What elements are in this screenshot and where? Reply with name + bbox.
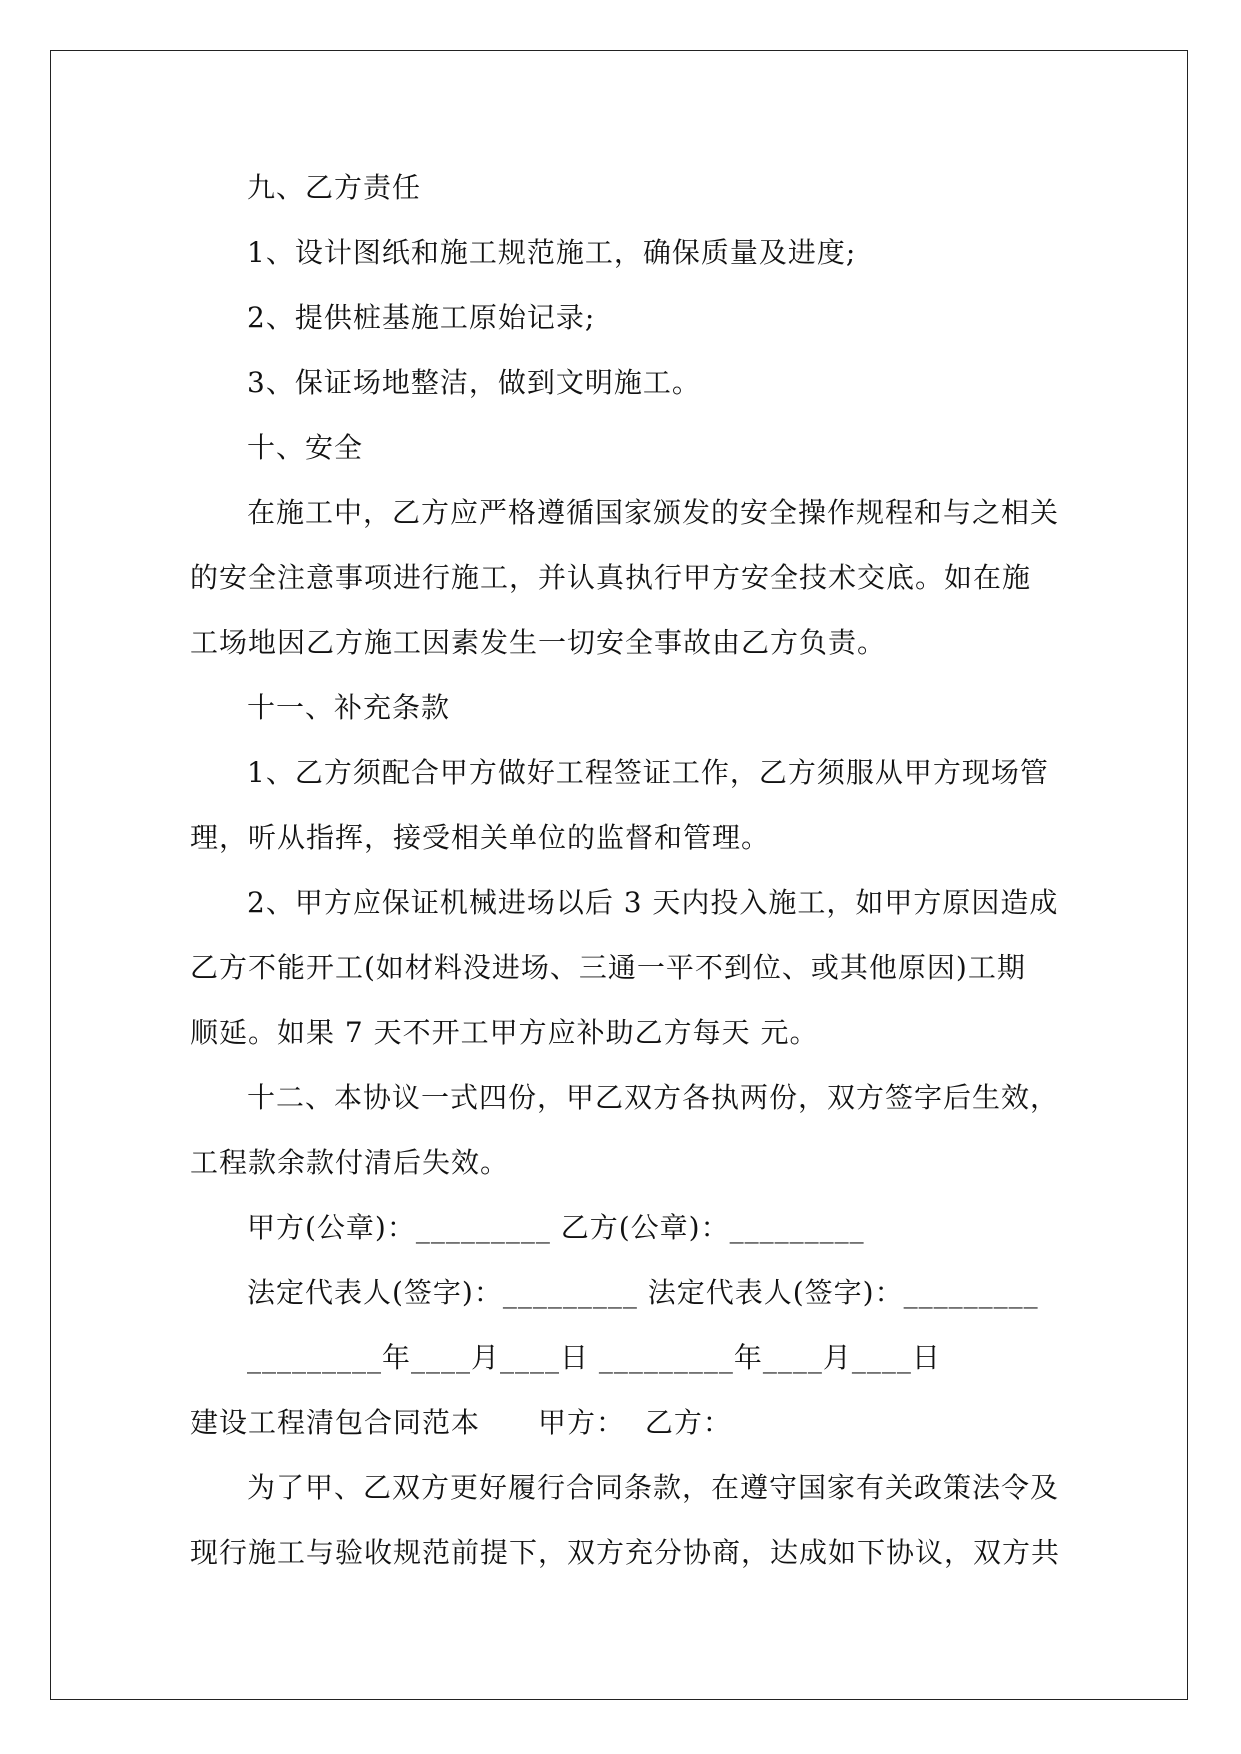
paragraph-line: 为了甲、乙双方更好履行合同条款，在遵守国家有关政策法令及 [247, 1471, 1060, 1504]
paragraph-line: 2、提供桩基施工原始记录; [247, 301, 596, 334]
document-body [190, 155, 1070, 1585]
paragraph-line: 在施工中，乙方应严格遵循国家颁发的安全操作规程和与之相关 [247, 496, 1060, 529]
paragraph-line: 十二、本协议一式四份，甲乙双方各执两份，双方签字后生效， [247, 1081, 1060, 1114]
paragraph-line: 工场地因乙方施工因素发生一切安全事故由乙方负责。 [190, 626, 887, 659]
signature-seal-line: 甲方(公章)：_________ 乙方(公章)：_________ [247, 1211, 865, 1244]
paragraph-line: 现行施工与验收规范前提下，双方充分协商，达成如下协议，双方共 [190, 1536, 1061, 1569]
paragraph-line: 的安全注意事项进行施工，并认真执行甲方安全技术交底。如在施 [190, 561, 1032, 594]
party-a-label: 甲方： [538, 1406, 626, 1439]
paragraph-line: 顺延。如果 7 天不开工甲方应补助乙方每天 元。 [190, 1016, 819, 1049]
signature-representative-line: 法定代表人(签字)：_________ 法定代表人(签字)：_________ [247, 1276, 1039, 1309]
section-heading-safety: 十、安全 [247, 431, 364, 464]
contract-title: 建设工程清包合同范本 [190, 1406, 481, 1439]
paragraph-line: 工程款余款付清后失效。 [190, 1146, 510, 1179]
paragraph-line: 2、甲方应保证机械进场以后 3 天内投入施工，如甲方原因造成 [247, 886, 1059, 919]
contract-title-line [190, 1390, 1070, 1455]
section-heading-supplementary-terms: 十一、补充条款 [247, 691, 451, 724]
signature-date-line: _________年____月____日 _________年____月____日 [247, 1341, 941, 1374]
section-heading-party-b-duties: 九、乙方责任 [247, 171, 422, 204]
paragraph-line: 1、乙方须配合甲方做好工程签证工作，乙方须服从甲方现场管 [247, 756, 1049, 789]
paragraph-line: 3、保证场地整洁，做到文明施工。 [247, 366, 701, 399]
party-b-label: 乙方： [644, 1406, 732, 1439]
paragraph-line: 1、设计图纸和施工规范施工，确保质量及进度; [247, 236, 857, 269]
paragraph-line: 乙方不能开工(如材料没进场、三通一平不到位、或其他原因)工期 [190, 951, 1026, 984]
paragraph-line: 理，听从指挥，接受相关单位的监督和管理。 [190, 821, 771, 854]
